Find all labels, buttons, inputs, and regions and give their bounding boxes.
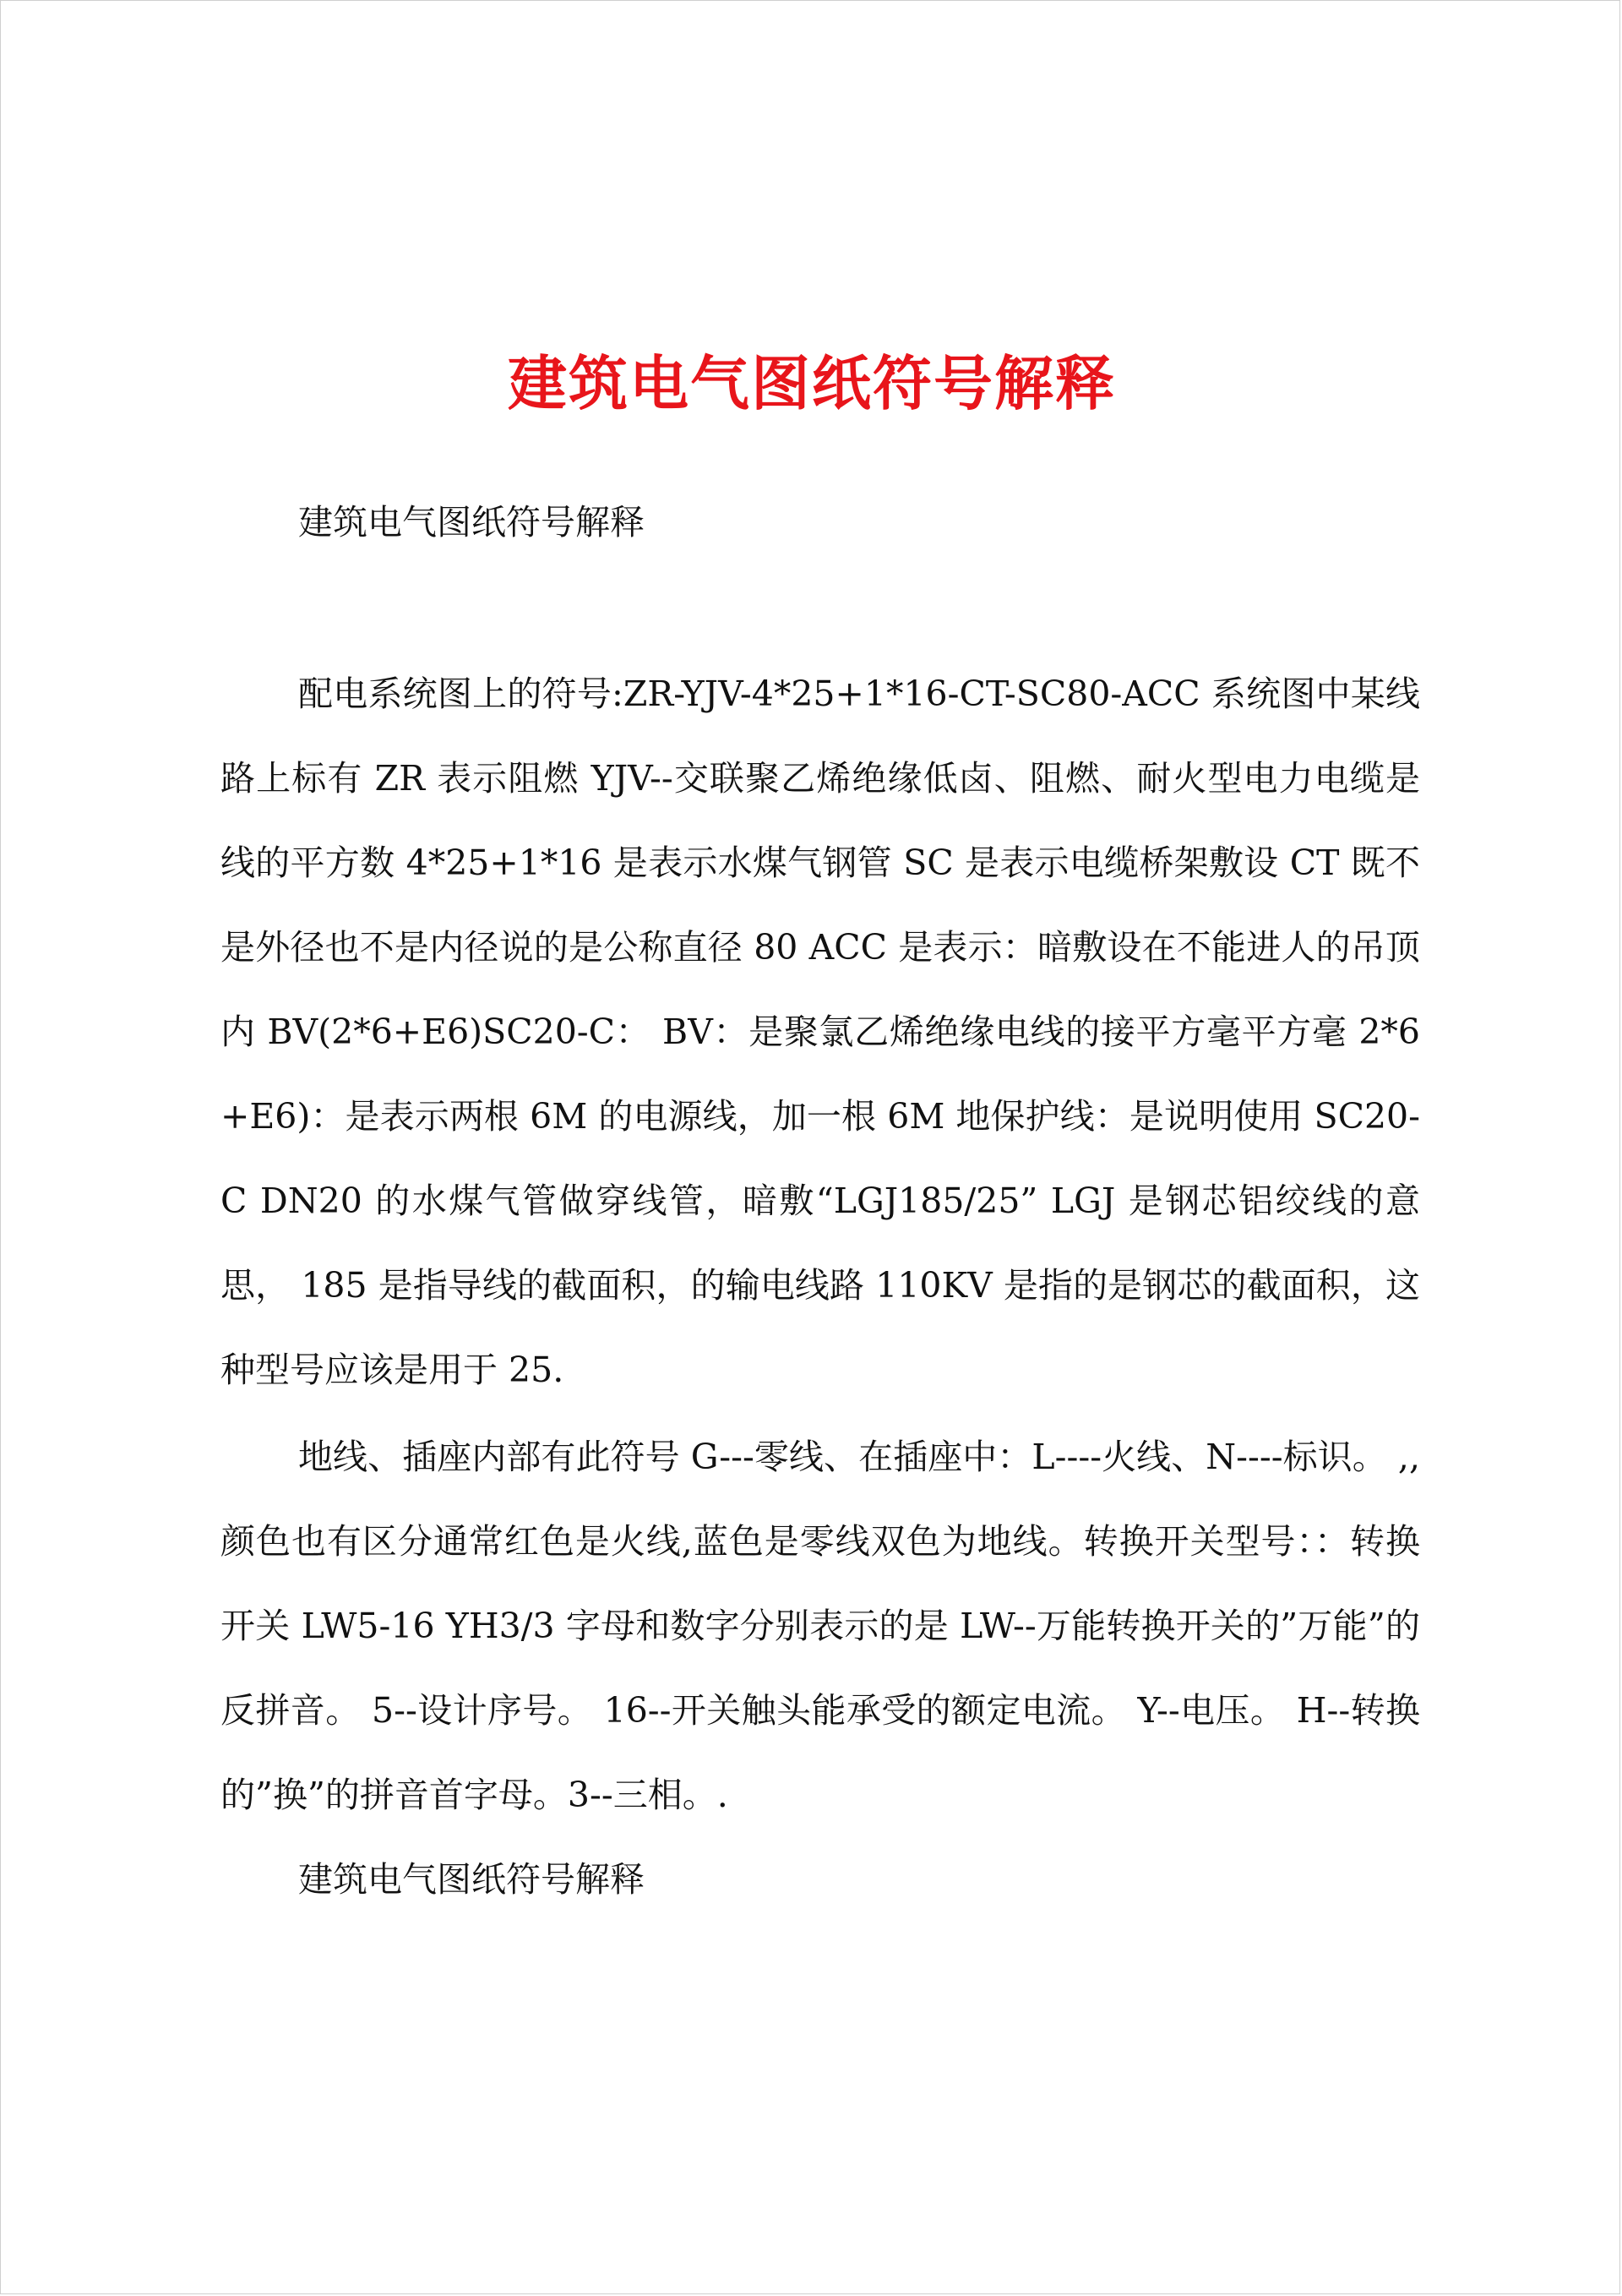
page-title: 建筑电气图纸符号解释 [508,348,1116,418]
closing-heading: 建筑电气图纸符号解释 [298,1859,645,1900]
paragraph-distribution-symbols: 配电系统图上的符号:ZR-YJV-4*25+1*16-CT-SC80-ACC 系统图中某线路上标有 ZR 表示阻燃 YJV--交联聚乙烯绝缘低卤、阻燃、耐火型电力电缆是线的平方数 4*25+1*16 是表示水煤气钢管 SC 是表示电缆桥架敷设 CT 既不是外径也不是内径说的是公称直径 80 ACC 是表示：暗敷设在不能进人的吊顶内 BV(2*6+E6)SC20-C： BV：是聚氯乙烯绝缘电线的接平方毫平方毫 2*6+E6)：是表示两根 6M 的电源线，加一根 6M 地保护线：是说明使用 SC20-C DN20 的水煤气管做穿线管，暗敷“LGJ185/25” LGJ 是钢芯铝绞线的意思， 185 是指导线的截面积，的输电线路 110KV 是指的是钢芯的截面积，这种型号应该是用于 25. [220,674,1420,1390]
paragraph-socket-switch-symbols: 地线、插座内部有此符号 G---零线、在插座中：L----火线、N----标识。 ,,颜色也有区分通常红色是火线,蓝色是零线双色为地线。转换开关型号：：转换开关 LW5-16 YH3/3 字母和数字分别表示的是 LW--万能转换开关的”万能”的反拼音。 5--设计序号。 16--开关触头能承受的额定电流。 Y--电压。 H--转换的”换”的拼音首字母。3--三相。. [220,1437,1420,1815]
document-subtitle: 建筑电气图纸符号解释 [298,502,645,543]
